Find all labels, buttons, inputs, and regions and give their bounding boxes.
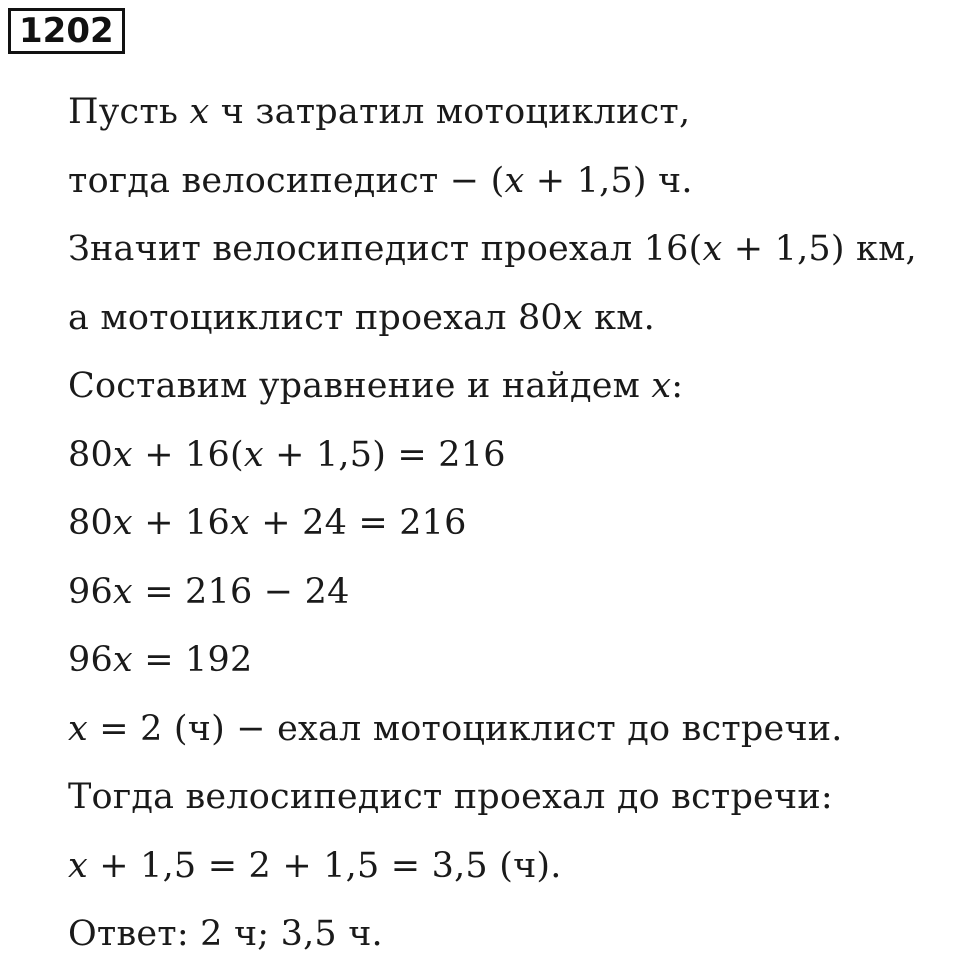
equation-line-2: 80𝑥 + 16𝑥 + 24 = 216 bbox=[68, 503, 467, 543]
equation-line-3: 96𝑥 = 216 − 24 bbox=[68, 571, 350, 612]
solution-line-2: тогда велосипедист − (𝑥 + 1,5) ч. bbox=[68, 160, 693, 201]
solution-line-1: Пусть 𝑥 ч затратил мотоциклист, bbox=[68, 92, 691, 132]
solution-line-11: Тогда велосипедист проехал до встречи: bbox=[68, 777, 833, 817]
answer-line: Ответ: 2 ч; 3,5 ч. bbox=[68, 914, 383, 954]
equation-line-6: 𝑥 + 1,5 = 2 + 1,5 = 3,5 (ч). bbox=[68, 845, 562, 886]
equation-line-4: 96𝑥 = 192 bbox=[68, 640, 253, 680]
solution-line-3: Значит велосипедист проехал 16(𝑥 + 1,5) км, bbox=[68, 229, 917, 269]
equation-line-5: 𝑥 = 2 (ч) − ехал мотоциклист до встречи. bbox=[68, 708, 843, 749]
equation-line-1: 80𝑥 + 16(𝑥 + 1,5) = 216 bbox=[68, 434, 506, 475]
solution-text bbox=[68, 78, 960, 969]
solution-line-5: Составим уравнение и найдем 𝑥: bbox=[68, 366, 684, 406]
solution-line-4: а мотоциклист проехал 80𝑥 км. bbox=[68, 297, 655, 338]
problem-number: 1202 bbox=[8, 8, 125, 54]
